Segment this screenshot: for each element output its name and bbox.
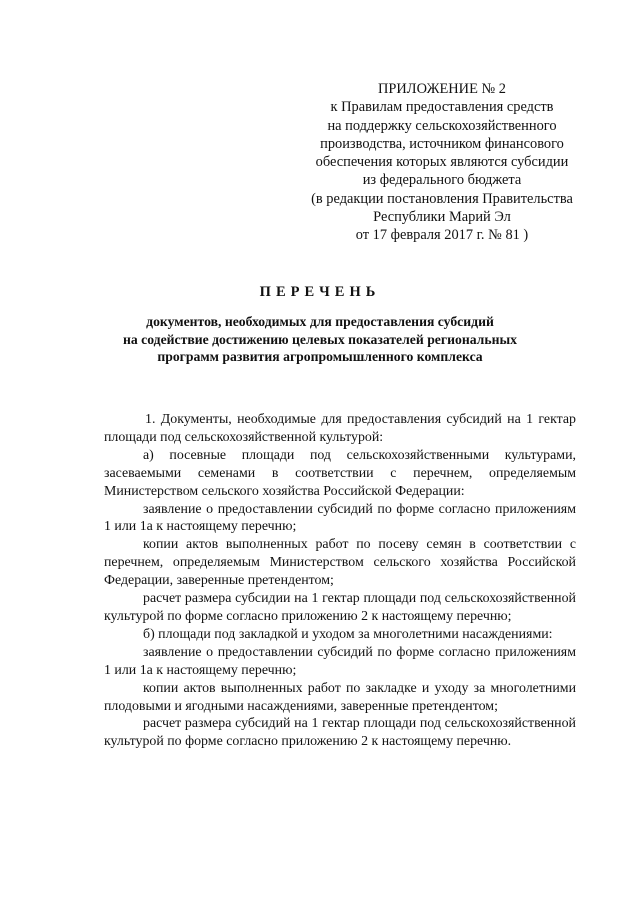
body-paragraph: а) посевные площади под сельскохозяйственными культурами, засеваемыми семенами в соответствии с перечнем, определяемым Министерством сельского хозяйства Российской Федерации: bbox=[104, 447, 576, 499]
subtitle-line: документов, необходимых для предоставления субсидий bbox=[146, 314, 494, 329]
appendix-line: ПРИЛОЖЕНИЕ № 2 bbox=[378, 81, 506, 97]
appendix-line: Республики Марий Эл bbox=[373, 209, 511, 226]
document-body bbox=[104, 411, 576, 751]
document-title: ПЕРЕЧЕНЬ bbox=[259, 284, 381, 300]
body-paragraph: б) площади под закладкой и уходом за многолетними насаждениями: bbox=[143, 626, 553, 642]
appendix-header bbox=[283, 80, 601, 245]
appendix-line: от 17 февраля 2017 г. № 81 ) bbox=[355, 227, 529, 244]
appendix-line: (в редакции постановления Правительства bbox=[311, 190, 573, 207]
subtitle-line: на содействие достижению целевых показателей региональных bbox=[122, 331, 518, 347]
body-paragraph: заявление о предоставлении субсидий по форме согласно приложениям 1 или 1а к настоящему перечню; bbox=[104, 501, 576, 535]
subtitle-line: программ развития агропромышленного комплекса bbox=[157, 349, 483, 364]
body-paragraph: расчет размера субсидии на 1 гектар площади под сельскохозяйственной культурой по форме согласно приложению 2 к настоящему перечню; bbox=[104, 591, 576, 624]
appendix-line: производства, источником финансового bbox=[320, 135, 564, 152]
appendix-line: к Правилам предоставления средств bbox=[330, 99, 554, 116]
body-paragraph: 1. Документы, необходимые для предоставления субсидий на 1 гектар площади под сельскохозяйственной культурой: bbox=[104, 412, 576, 445]
body-paragraph: расчет размера субсидий на 1 гектар площади под сельскохозяйственной культурой по форме согласно приложению 2 к настоящему перечню. bbox=[104, 716, 576, 750]
body-paragraph: заявление о предоставлении субсидий по форме согласно приложениям 1 или 1а к настоящему перечню; bbox=[104, 644, 576, 678]
body-paragraph: копии актов выполненных работ по закладке и уходу за многолетними плодовыми и ягодными насаждениями, заверенные претендентом; bbox=[104, 680, 576, 714]
document-subtitle bbox=[0, 313, 640, 366]
appendix-line: на поддержку сельскохозяйственного bbox=[327, 117, 557, 134]
body-paragraph: копии актов выполненных работ по посеву семян в соответствии с перечнем, определяемым Министерством сельского хозяйства Российской Федерации, заверенные претендентом; bbox=[104, 537, 576, 589]
appendix-line: из федерального бюджета bbox=[362, 172, 522, 189]
appendix-line: обеспечения которых являются субсидии bbox=[315, 154, 569, 171]
